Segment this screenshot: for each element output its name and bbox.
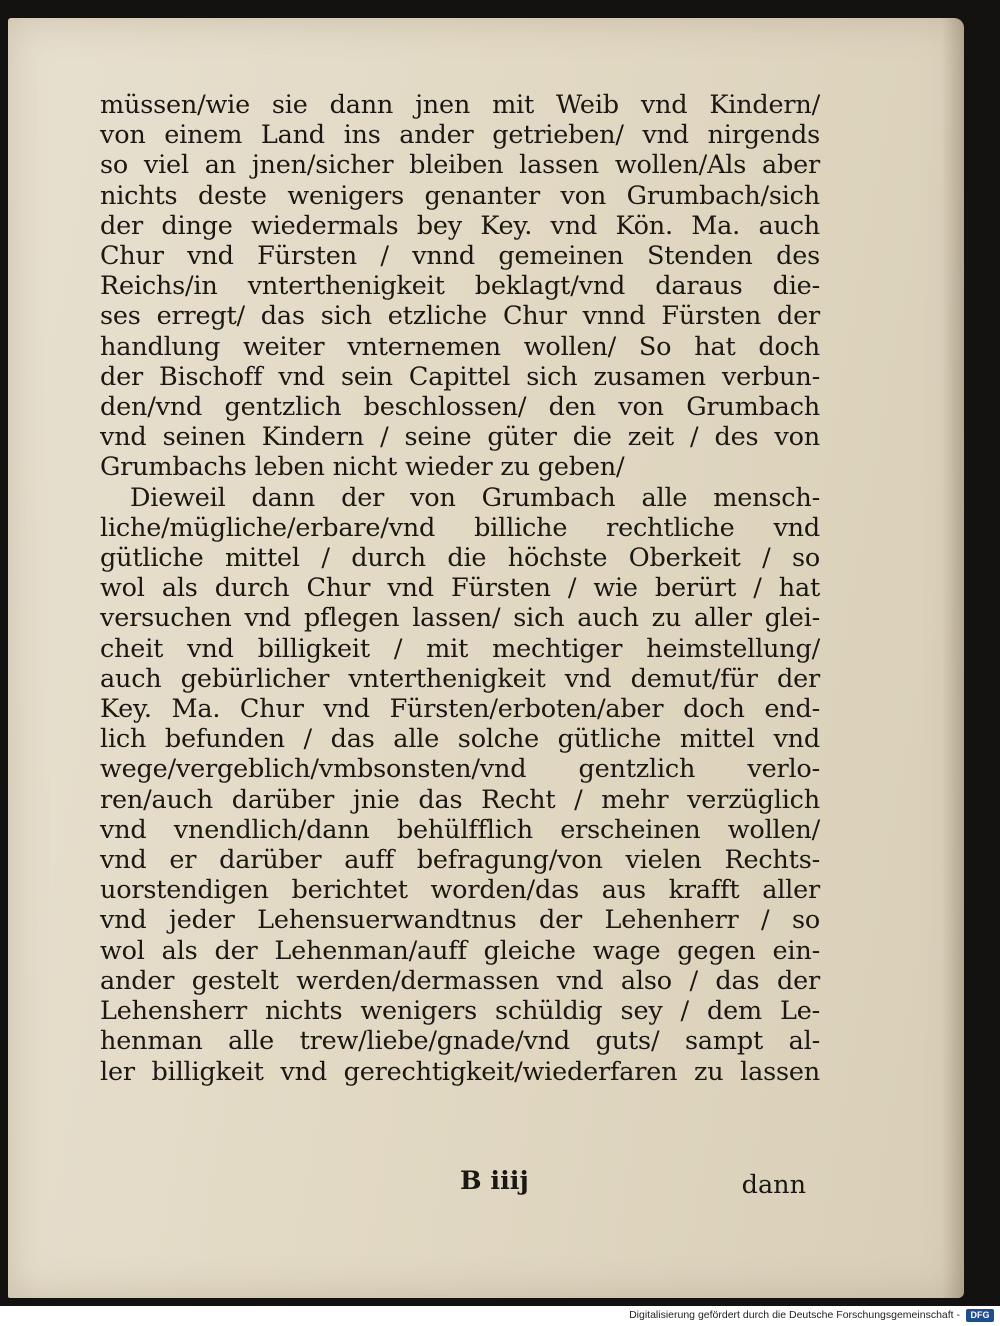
text-line: wol als der Lehenman/auff gleiche wage gegen ein- (100, 935, 820, 966)
signature-mark: B iiij (460, 1166, 529, 1196)
text-line: ander gestelt werden/dermassen vnd also / das der (100, 965, 820, 996)
text-line: lich befunden / das alle solche gütliche mittel vnd (100, 724, 820, 755)
text-line: ler billigkeit vnd gerechtigkeit/wiederfaren zu lassen (100, 1056, 820, 1087)
text-line: den/vnd gentzlich beschlossen/ den von Grumbach (100, 392, 820, 423)
catchword: dann (741, 1170, 806, 1200)
page-footer (100, 1166, 820, 1200)
credit-bar (0, 1306, 1000, 1326)
text-line: Key. Ma. Chur vnd Fürsten/erboten/aber doch end- (100, 694, 820, 725)
text-line: von einem Land ins ander getrieben/ vnd nirgends (100, 120, 820, 151)
text-line: liche/mügliche/erbare/vnd billiche rechtliche vnd (100, 512, 820, 543)
text-line: gütliche mittel / durch die höchste Oberkeit / so (100, 543, 820, 574)
text-line: so viel an jnen/sicher bleiben lassen wollen/Als aber (100, 150, 820, 181)
text-line: Reichs/in vnterthenigkeit beklagt/vnd daraus die- (100, 271, 820, 302)
text-line: cheit vnd billigkeit / mit mechtiger heimstellung/ (100, 633, 820, 664)
text-line: versuchen vnd pflegen lassen/ sich auch zu aller glei- (100, 603, 820, 634)
text-line: wol als durch Chur vnd Fürsten / wie berürt / hat (100, 573, 820, 604)
text-line: vnd er darüber auff befragung/von vielen Rechts- (100, 845, 820, 876)
text-line: Lehensherr nichts wenigers schüldig sey / dem Le- (100, 996, 820, 1027)
dfg-logo-icon: DFG (966, 1309, 994, 1322)
text-line: nichts deste wenigers genanter von Grumbach/sich (100, 180, 820, 211)
text-line: müssen/wie sie dann jnen mit Weib vnd Kindern/ (100, 90, 820, 120)
funding-credit: Digitalisierung gefördert durch die Deutsche Forschungsgemeinschaft - (629, 1309, 960, 1321)
text-line: uorstendigen berichtet worden/das aus krafft aller (100, 875, 820, 906)
text-line: henman alle trew/liebe/gnade/vnd guts/ sampt al- (100, 1026, 820, 1057)
text-line: handlung weiter vnternemen wollen/ So hat doch (100, 331, 820, 362)
text-line: vnd seinen Kindern / seine güter die zeit / des von (100, 422, 820, 453)
text-line: der Bischoff vnd sein Capittel sich zusamen verbun- (100, 361, 820, 392)
text-line: auch gebürlicher vnterthenigkeit vnd demut/für der (100, 663, 820, 694)
body-text (100, 90, 820, 1087)
text-line: vnd vnendlich/dann behülfflich erscheinen wollen/ (100, 814, 820, 845)
text-line: vnd jeder Lehensuerwandtnus der Lehenherr / so (100, 905, 820, 936)
text-line: wege/vergeblich/vmbsonsten/vnd gentzlich verlo- (100, 754, 820, 785)
text-line: ses erregt/ das sich etzliche Chur vnnd Fürsten der (100, 301, 820, 332)
text-line: Grumbachs leben nicht wieder zu geben/ (100, 452, 625, 483)
text-line: der dinge wiedermals bey Key. vnd Kön. Ma. auch (100, 210, 820, 241)
text-line: Chur vnd Fürsten / vnnd gemeinen Stenden des (100, 241, 820, 272)
book-page (8, 18, 964, 1298)
text-line: ren/auch darüber jnie das Recht / mehr verzüglich (100, 784, 820, 815)
paragraph-first-line: Dieweil dann der von Grumbach alle mensch- (130, 482, 820, 513)
